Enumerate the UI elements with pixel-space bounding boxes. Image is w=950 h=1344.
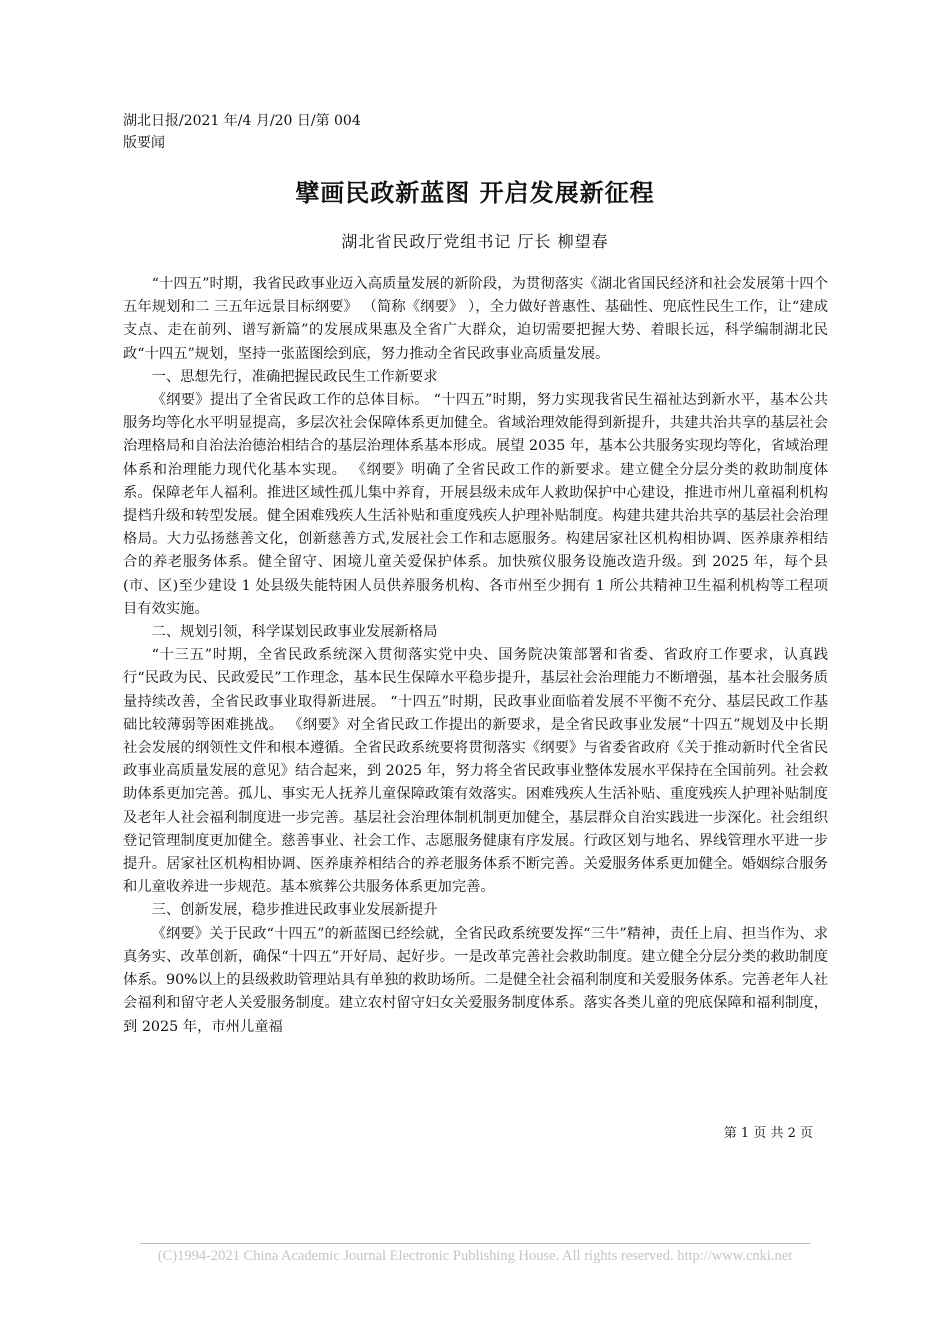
- paragraph-section-3: 《纲要》关于民政“十四五”的新蓝图已经绘就，全省民政系统要发挥“三牛”精神，责任上肩、担当作为、求真务实、改革创新，确保“十四五”开好局、起好步。一是改革完善社会救助制度。建立健全分层分类的救助制度体系。90%以上的县级救助管理站具有单独的救助场所。二是健全社会福利制度和关爱服务体系。完善老年人社会福利和留守老人关爱服务制度。建立农村留守妇女关爱服务制度体系。落实各类儿童的兜底保障和福利制度，到 2025 年，市州儿童福: [123, 925, 828, 1035]
- page-number: 第 1 页 共 2 页: [723, 1126, 813, 1141]
- article-body: [123, 273, 828, 1039]
- article-author: 湖北省民政厅党组书记 厅长 柳望春: [341, 232, 609, 251]
- section-heading-1: 一、思想先行，准确把握民政民生工作新要求: [151, 368, 438, 385]
- section-heading-3: 三、创新发展，稳步推进民政事业发展新提升: [151, 902, 438, 919]
- source-line-2: 版要闻: [123, 135, 165, 151]
- copyright-footer: (C)1994-2021 China Academic Journal Electronic Publishing House. All rights reserved. http://www.cnki.net: [157, 1248, 793, 1264]
- section-heading-2: 二、规划引领，科学谋划民政事业发展新格局: [151, 624, 438, 641]
- paragraph-section-2: “十三五”时期，全省民政系统深入贯彻落实党中央、国务院决策部署和省委、省政府工作要求，认真践行“民政为民、民政爱民”工作理念，基本民生保障水平稳步提升，基层社会治理能力不断增强，基本社会服务质量持续改善，全省民政事业取得新进展。 “十四五”时期，民政事业面临着发展不平衡不充分、基层民政工作基础比较薄弱等困难挑战。 《纲要》对全省民政工作提出的新要求，是全省民政事业发展“十四五”规划及中长期社会发展的纲领性文件和根本遵循。全省民政系统要将贯彻落实《纲要》与省委省政府《关于推动新时代全省民政事业高质量发展的意见》结合起来，到 2025 年，努力将全省民政事业整体发展水平保持在全国前列。社会救助体系更加完善。孤儿、事实无人抚养儿童保障政策有效落实。困难残疾人生活补贴、重度残疾人护理补贴制度及老年人社会福利制度进一步完善。基层社会治理体制机制更加健全，基层群众自治实践进一步深化。社会组织登记管理制度更加健全。慈善事业、社会工作、志愿服务健康有序发展。行政区划与地名、界线管理水平进一步提升。居家社区机构相协调、医养康养相结合的养老服务体系不断完善。关爱服务体系更加健全。婚姻综合服务和儿童收养进一步规范。基本殡葬公共服务体系更加完善。: [123, 647, 828, 896]
- paragraph-intro: “十四五”时期，我省民政事业迈入高质量发展的新阶段，为贯彻落实《湖北省国民经济和社会发展第十四个五年规划和二 三五年远景目标纲要》 （简称《纲要》 ），全力做好普惠性、基础性、兜底性民生工作，让“建成支点、走在前列、谱写新篇”的发展成果惠及全省广大群众，迫切需要把握大势、着眼长远，科学编制湖北民政“十四五”规划，坚持一张蓝图绘到底，努力推动全省民政事业高质量发展。: [123, 276, 828, 362]
- article-title: 擘画民政新蓝图 开启发展新征程: [295, 179, 655, 207]
- source-info: [123, 110, 361, 154]
- paragraph-section-1: 《纲要》提出了全省民政工作的总体目标。 “十四五”时期，努力实现我省民生福祉达到新水平，基本公共服务均等化水平明显提高，多层次社会保障体系更加健全。省域治理效能得到新提升，共建共治共享的基层社会治理格局和自治法治德治相结合的基层治理体系基本形成。展望 2035 年，基本公共服务实现均等化，省域治理体系和治理能力现代化基本实现。 《纲要》明确了全省民政工作的新要求。建立健全分层分类的救助制度体系。保障老年人福利。推进区域性孤儿集中养育，开展县级未成年人救助保护中心建设，推进市州儿童福利机构提档升级和转型发展。健全困难残疾人生活补贴和重度残疾人护理补贴制度。构建共建共治共享的基层社会治理格局。大力弘扬慈善文化，创新慈善方式,发展社会工作和志愿服务。构建居家社区机构相协调、医养康养相结合的养老服务体系。健全留守、困境儿童关爱保护体系。加快殡仪服务设施改造升级。到 2025 年，每个县(市、区)至少建设 1 处县级失能特困人员供养服务机构、各市州至少拥有 1 所公共精神卫生福利机构等工程项目有效实施。: [123, 392, 828, 617]
- source-line-1: 湖北日报/2021 年/4 月/20 日/第 004: [123, 113, 361, 129]
- footer-divider: [140, 1243, 810, 1244]
